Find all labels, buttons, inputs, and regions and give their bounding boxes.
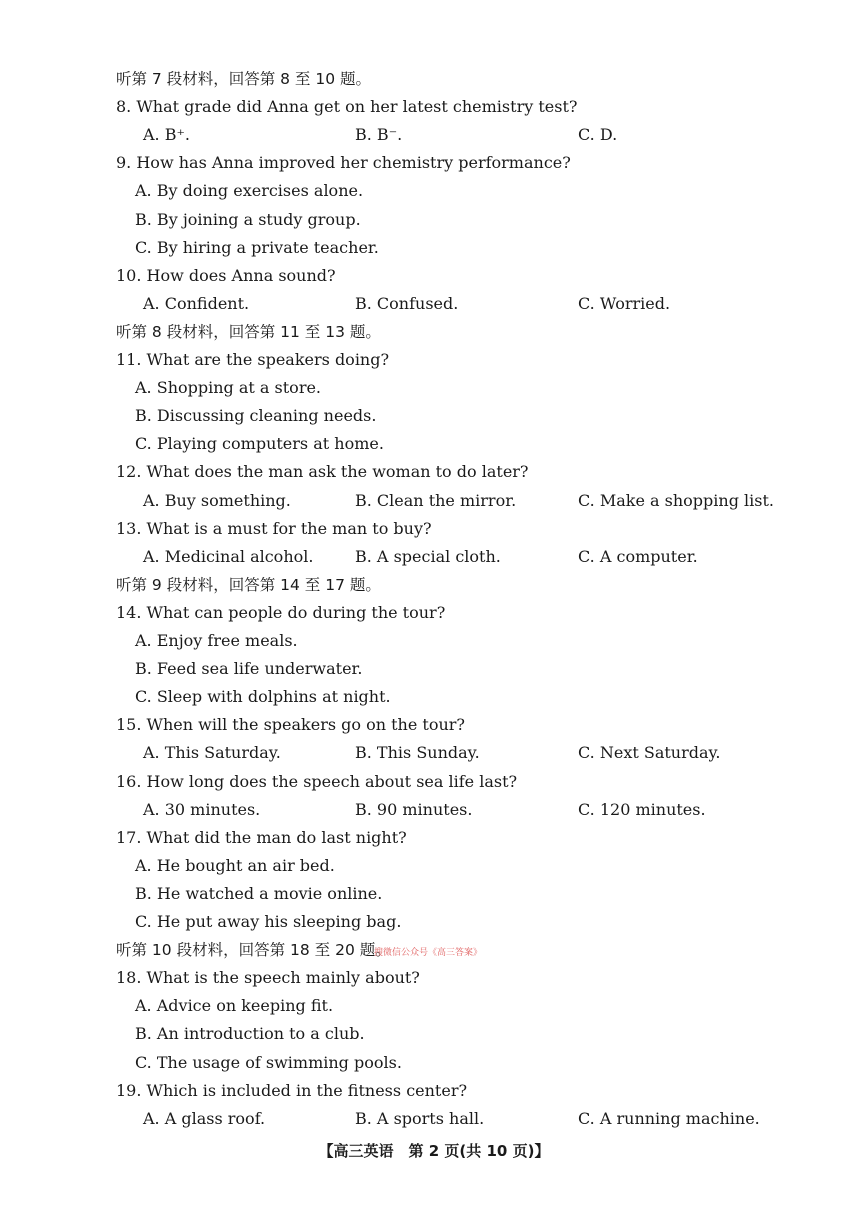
page-footer: 【高三英语 第 2 页(共 10 页)】: [318, 1142, 550, 1160]
answer-option: A. Shopping at a store.: [135, 378, 322, 398]
answer-option: A. Confident.: [143, 293, 250, 313]
watermark: 搜微信公众号《高三答案》: [374, 948, 483, 958]
answer-option: B. A sports hall.: [355, 1108, 485, 1128]
answer-option: A. A glass roof.: [143, 1108, 266, 1128]
answer-option: C. Worried.: [578, 293, 671, 313]
question-stem: 11. What are the speakers doing?: [116, 350, 390, 369]
section-intro: 听第 8 段材料，回答第 11 至 13 题。: [116, 322, 381, 341]
answer-option: C. A running machine.: [578, 1108, 760, 1128]
question-stem: 8. What grade did Anna get on her latest chemistry test?: [116, 97, 578, 117]
answer-option: C. Sleep with dolphins at night.: [135, 687, 391, 707]
answer-option: B. An introduction to a club.: [135, 1024, 365, 1044]
question-stem: 13. What is a must for the man to buy?: [116, 518, 432, 538]
answer-option: A. This Saturday.: [143, 743, 281, 763]
answer-option: C. A computer.: [578, 546, 698, 566]
question-stem: 18. What is the speech mainly about?: [116, 968, 420, 988]
answer-option: A. B⁺.: [143, 125, 191, 145]
answer-option: A. Enjoy free meals.: [135, 631, 298, 650]
answer-option: A. Medicinal alcohol.: [143, 546, 314, 566]
section-intro: 听第 7 段材料，回答第 8 至 10 题。: [116, 70, 372, 88]
answer-option: B. 90 minutes.: [355, 799, 473, 819]
question-stem: 19. Which is included in the fitness center?: [116, 1080, 468, 1100]
answer-option: B. He watched a movie online.: [135, 883, 383, 903]
answer-option: C. Playing computers at home.: [135, 434, 384, 454]
answer-option: C. Make a shopping list.: [578, 490, 774, 510]
answer-option: B. By joining a study group.: [135, 209, 361, 229]
answer-option: B. Clean the mirror.: [355, 490, 517, 510]
answer-option: C. 120 minutes.: [578, 799, 706, 819]
answer-option: A. By doing exercises alone.: [135, 181, 364, 201]
answer-option: A. Buy something.: [143, 490, 291, 510]
question-stem: 15. When will the speakers go on the tour?: [116, 715, 465, 735]
answer-option: C. D.: [578, 125, 618, 145]
answer-option: B. Feed sea life underwater.: [135, 659, 363, 679]
answer-option: B. Confused.: [355, 293, 459, 313]
question-stem: 16. How long does the speech about sea life last?: [116, 771, 518, 791]
answer-option: A. Advice on keeping fit.: [135, 996, 334, 1016]
answer-option: B. This Sunday.: [355, 743, 480, 763]
answer-option: C. He put away his sleeping bag.: [135, 912, 402, 931]
answer-option: B. A special cloth.: [355, 546, 501, 566]
section-intro: 听第 9 段材料，回答第 14 至 17 题。: [116, 575, 381, 594]
question-stem: 9. How has Anna improved her chemistry performance?: [116, 153, 571, 173]
answer-option: A. He bought an air bed.: [135, 855, 335, 875]
answer-option: C. By hiring a private teacher.: [135, 237, 379, 257]
question-stem: 12. What does the man ask the woman to do later?: [116, 462, 529, 482]
answer-option: B. Discussing cleaning needs.: [135, 406, 377, 426]
answer-option: B. B⁻.: [355, 125, 403, 145]
section-intro: 听第 10 段材料，回答第 18 至 20 题。: [116, 941, 391, 960]
question-stem: 17. What did the man do last night?: [116, 827, 407, 847]
answer-option: C. The usage of swimming pools.: [135, 1052, 402, 1072]
question-stem: 14. What can people do during the tour?: [116, 602, 446, 622]
answer-option: A. 30 minutes.: [143, 799, 261, 819]
question-stem: 10. How does Anna sound?: [116, 265, 336, 285]
answer-option: C. Next Saturday.: [578, 743, 721, 763]
